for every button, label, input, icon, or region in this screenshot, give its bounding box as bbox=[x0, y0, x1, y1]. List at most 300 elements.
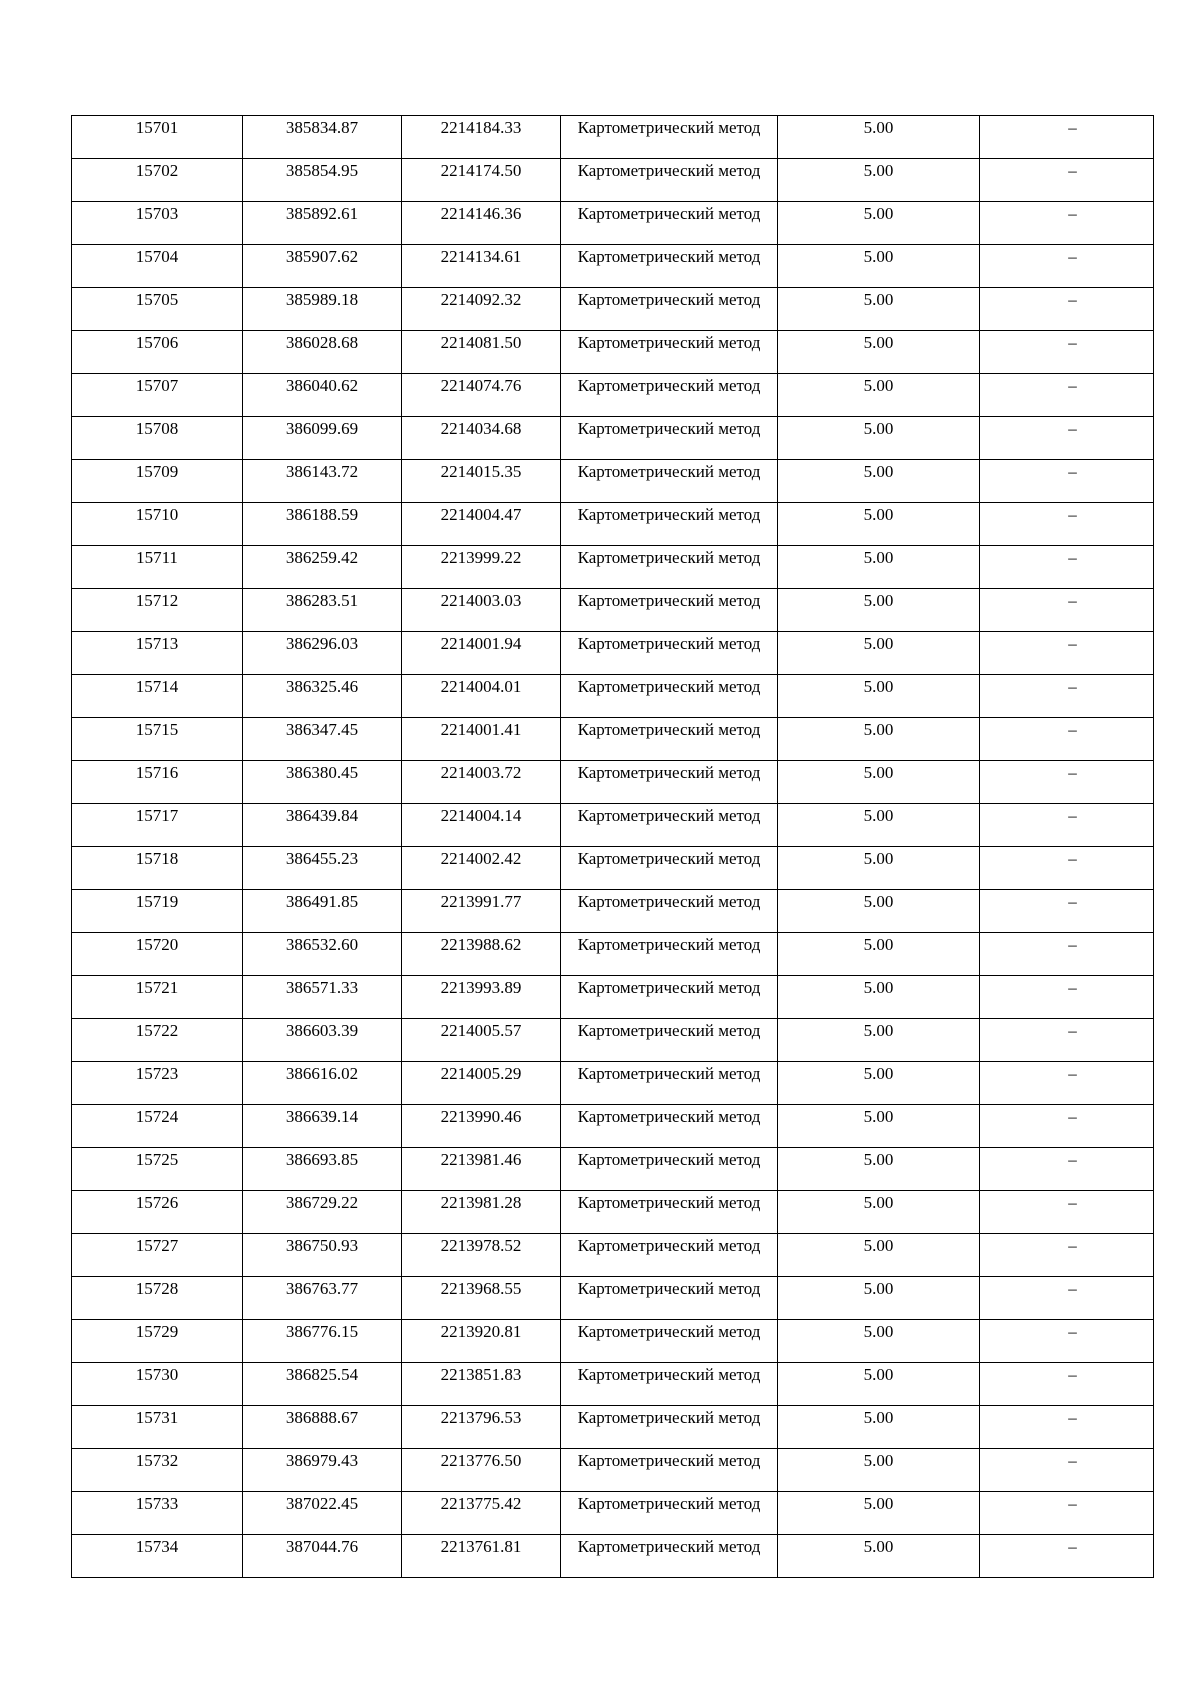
x-coordinate-cell bbox=[243, 1320, 402, 1363]
x-coordinate-cell bbox=[243, 1062, 402, 1105]
note-text: – bbox=[1068, 978, 1077, 997]
y-coordinate-cell bbox=[402, 460, 561, 503]
note-text: – bbox=[1068, 419, 1077, 438]
accuracy-cell bbox=[778, 503, 980, 546]
table-row bbox=[72, 1406, 1154, 1449]
y-coordinate-text: 2214081.50 bbox=[440, 333, 522, 352]
note-cell bbox=[980, 1105, 1154, 1148]
method-cell bbox=[561, 890, 778, 933]
note-text: – bbox=[1068, 548, 1077, 567]
x-coordinate-cell bbox=[243, 245, 402, 288]
note-cell bbox=[980, 417, 1154, 460]
point-number-cell bbox=[72, 1449, 243, 1492]
method-cell bbox=[561, 1363, 778, 1406]
note-cell bbox=[980, 245, 1154, 288]
method-text: Картометрический метод bbox=[577, 1322, 761, 1341]
method-cell bbox=[561, 675, 778, 718]
method-text: Картометрический метод bbox=[577, 978, 761, 997]
note-text: – bbox=[1068, 333, 1077, 352]
method-text: Картометрический метод bbox=[577, 1236, 761, 1255]
y-coordinate-cell bbox=[402, 1363, 561, 1406]
y-coordinate-cell bbox=[402, 761, 561, 804]
method-cell bbox=[561, 159, 778, 202]
y-coordinate-cell bbox=[402, 374, 561, 417]
accuracy-text: 5.00 bbox=[863, 204, 894, 223]
accuracy-cell bbox=[778, 1148, 980, 1191]
accuracy-text: 5.00 bbox=[863, 849, 894, 868]
note-cell bbox=[980, 331, 1154, 374]
table-row bbox=[72, 116, 1154, 159]
y-coordinate-text: 2213775.42 bbox=[440, 1494, 522, 1513]
y-coordinate-text: 2214001.94 bbox=[440, 634, 522, 653]
y-coordinate-text: 2214074.76 bbox=[440, 376, 522, 395]
accuracy-cell bbox=[778, 116, 980, 159]
table-row bbox=[72, 417, 1154, 460]
y-coordinate-text: 2213796.53 bbox=[440, 1408, 522, 1427]
accuracy-text: 5.00 bbox=[863, 290, 894, 309]
accuracy-cell bbox=[778, 1320, 980, 1363]
point-number-cell bbox=[72, 1492, 243, 1535]
method-cell bbox=[561, 1148, 778, 1191]
method-cell bbox=[561, 847, 778, 890]
accuracy-text: 5.00 bbox=[863, 677, 894, 696]
method-cell bbox=[561, 976, 778, 1019]
note-text: – bbox=[1068, 1150, 1077, 1169]
y-coordinate-cell bbox=[402, 1406, 561, 1449]
table-row bbox=[72, 331, 1154, 374]
point-number-text: 15712 bbox=[135, 591, 179, 610]
table-row bbox=[72, 976, 1154, 1019]
accuracy-text: 5.00 bbox=[863, 1451, 894, 1470]
y-coordinate-cell bbox=[402, 1277, 561, 1320]
accuracy-text: 5.00 bbox=[863, 1107, 894, 1126]
method-text: Картометрический метод bbox=[577, 1279, 761, 1298]
point-number-cell bbox=[72, 890, 243, 933]
y-coordinate-text: 2213761.81 bbox=[440, 1537, 522, 1556]
accuracy-text: 5.00 bbox=[863, 806, 894, 825]
method-cell bbox=[561, 761, 778, 804]
point-number-text: 15725 bbox=[135, 1150, 179, 1169]
y-coordinate-text: 2213776.50 bbox=[440, 1451, 522, 1470]
x-coordinate-cell bbox=[243, 1105, 402, 1148]
method-text: Картометрический метод bbox=[577, 591, 761, 610]
point-number-cell bbox=[72, 503, 243, 546]
note-cell bbox=[980, 202, 1154, 245]
point-number-text: 15733 bbox=[135, 1494, 179, 1513]
method-text: Картометрический метод bbox=[577, 935, 761, 954]
y-coordinate-text: 2214004.01 bbox=[440, 677, 522, 696]
y-coordinate-text: 2214174.50 bbox=[440, 161, 522, 180]
x-coordinate-cell bbox=[243, 1492, 402, 1535]
x-coordinate-cell bbox=[243, 460, 402, 503]
x-coordinate-cell bbox=[243, 589, 402, 632]
note-text: – bbox=[1068, 462, 1077, 481]
table-row bbox=[72, 245, 1154, 288]
point-number-text: 15732 bbox=[135, 1451, 179, 1470]
y-coordinate-text: 2213999.22 bbox=[440, 548, 522, 567]
x-coordinate-text: 386296.03 bbox=[285, 634, 359, 653]
accuracy-text: 5.00 bbox=[863, 118, 894, 137]
table-row bbox=[72, 460, 1154, 503]
accuracy-text: 5.00 bbox=[863, 505, 894, 524]
method-text: Картометрический метод bbox=[577, 849, 761, 868]
accuracy-text: 5.00 bbox=[863, 161, 894, 180]
note-text: – bbox=[1068, 935, 1077, 954]
method-text: Картометрический метод bbox=[577, 720, 761, 739]
method-cell bbox=[561, 374, 778, 417]
point-number-text: 15706 bbox=[135, 333, 179, 352]
method-cell bbox=[561, 1449, 778, 1492]
method-text: Картометрический метод bbox=[577, 548, 761, 567]
method-cell bbox=[561, 632, 778, 675]
note-text: – bbox=[1068, 892, 1077, 911]
method-cell bbox=[561, 1191, 778, 1234]
x-coordinate-text: 386143.72 bbox=[285, 462, 359, 481]
accuracy-cell bbox=[778, 847, 980, 890]
accuracy-cell bbox=[778, 933, 980, 976]
x-coordinate-text: 386603.39 bbox=[285, 1021, 359, 1040]
point-number-cell bbox=[72, 1406, 243, 1449]
accuracy-text: 5.00 bbox=[863, 1537, 894, 1556]
note-text: – bbox=[1068, 290, 1077, 309]
accuracy-cell bbox=[778, 159, 980, 202]
y-coordinate-text: 2213993.89 bbox=[440, 978, 522, 997]
note-cell bbox=[980, 890, 1154, 933]
method-cell bbox=[561, 1406, 778, 1449]
x-coordinate-text: 386283.51 bbox=[285, 591, 359, 610]
accuracy-text: 5.00 bbox=[863, 1236, 894, 1255]
table-row bbox=[72, 374, 1154, 417]
y-coordinate-cell bbox=[402, 331, 561, 374]
method-text: Картометрический метод bbox=[577, 806, 761, 825]
x-coordinate-text: 386455.23 bbox=[285, 849, 359, 868]
accuracy-cell bbox=[778, 890, 980, 933]
x-coordinate-text: 386616.02 bbox=[285, 1064, 359, 1083]
method-text: Картометрический метод bbox=[577, 118, 761, 137]
x-coordinate-text: 387022.45 bbox=[285, 1494, 359, 1513]
accuracy-cell bbox=[778, 288, 980, 331]
x-coordinate-text: 386259.42 bbox=[285, 548, 359, 567]
y-coordinate-text: 2214134.61 bbox=[440, 247, 522, 266]
x-coordinate-cell bbox=[243, 417, 402, 460]
y-coordinate-text: 2214005.57 bbox=[440, 1021, 522, 1040]
table-row bbox=[72, 632, 1154, 675]
table-row bbox=[72, 1019, 1154, 1062]
note-cell bbox=[980, 718, 1154, 761]
y-coordinate-text: 2214184.33 bbox=[440, 118, 522, 137]
y-coordinate-cell bbox=[402, 245, 561, 288]
y-coordinate-text: 2214004.14 bbox=[440, 806, 522, 825]
accuracy-text: 5.00 bbox=[863, 935, 894, 954]
point-number-cell bbox=[72, 1105, 243, 1148]
point-number-text: 15710 bbox=[135, 505, 179, 524]
note-text: – bbox=[1068, 1451, 1077, 1470]
note-text: – bbox=[1068, 1236, 1077, 1255]
note-cell bbox=[980, 1191, 1154, 1234]
method-cell bbox=[561, 245, 778, 288]
point-number-text: 15720 bbox=[135, 935, 179, 954]
method-cell bbox=[561, 1492, 778, 1535]
y-coordinate-cell bbox=[402, 159, 561, 202]
accuracy-cell bbox=[778, 202, 980, 245]
accuracy-cell bbox=[778, 1535, 980, 1578]
point-number-text: 15719 bbox=[135, 892, 179, 911]
note-cell bbox=[980, 546, 1154, 589]
accuracy-cell bbox=[778, 1019, 980, 1062]
table-row bbox=[72, 890, 1154, 933]
y-coordinate-cell bbox=[402, 1062, 561, 1105]
x-coordinate-text: 386979.43 bbox=[285, 1451, 359, 1470]
point-number-cell bbox=[72, 288, 243, 331]
accuracy-text: 5.00 bbox=[863, 376, 894, 395]
y-coordinate-text: 2214003.72 bbox=[440, 763, 522, 782]
y-coordinate-text: 2213851.83 bbox=[440, 1365, 522, 1384]
table-row bbox=[72, 1363, 1154, 1406]
x-coordinate-cell bbox=[243, 202, 402, 245]
point-number-cell bbox=[72, 116, 243, 159]
y-coordinate-text: 2213920.81 bbox=[440, 1322, 522, 1341]
accuracy-text: 5.00 bbox=[863, 1150, 894, 1169]
point-number-text: 15730 bbox=[135, 1365, 179, 1384]
x-coordinate-cell bbox=[243, 1277, 402, 1320]
y-coordinate-cell bbox=[402, 1449, 561, 1492]
table-row bbox=[72, 546, 1154, 589]
accuracy-cell bbox=[778, 374, 980, 417]
x-coordinate-text: 386729.22 bbox=[285, 1193, 359, 1212]
table-row bbox=[72, 1320, 1154, 1363]
x-coordinate-cell bbox=[243, 804, 402, 847]
y-coordinate-cell bbox=[402, 202, 561, 245]
note-cell bbox=[980, 1363, 1154, 1406]
table-row bbox=[72, 1062, 1154, 1105]
note-cell bbox=[980, 288, 1154, 331]
note-cell bbox=[980, 632, 1154, 675]
y-coordinate-cell bbox=[402, 847, 561, 890]
accuracy-cell bbox=[778, 804, 980, 847]
point-number-text: 15713 bbox=[135, 634, 179, 653]
x-coordinate-cell bbox=[243, 761, 402, 804]
method-cell bbox=[561, 1062, 778, 1105]
y-coordinate-cell bbox=[402, 632, 561, 675]
point-number-text: 15722 bbox=[135, 1021, 179, 1040]
y-coordinate-text: 2213988.62 bbox=[440, 935, 522, 954]
method-text: Картометрический метод bbox=[577, 247, 761, 266]
x-coordinate-cell bbox=[243, 890, 402, 933]
accuracy-cell bbox=[778, 675, 980, 718]
method-cell bbox=[561, 116, 778, 159]
point-number-cell bbox=[72, 1148, 243, 1191]
point-number-cell bbox=[72, 847, 243, 890]
method-text: Картометрический метод bbox=[577, 333, 761, 352]
accuracy-text: 5.00 bbox=[863, 892, 894, 911]
note-cell bbox=[980, 503, 1154, 546]
table-row bbox=[72, 1277, 1154, 1320]
x-coordinate-cell bbox=[243, 1148, 402, 1191]
accuracy-text: 5.00 bbox=[863, 1064, 894, 1083]
table-row bbox=[72, 503, 1154, 546]
note-cell bbox=[980, 1062, 1154, 1105]
accuracy-cell bbox=[778, 1234, 980, 1277]
point-number-cell bbox=[72, 202, 243, 245]
accuracy-cell bbox=[778, 460, 980, 503]
note-cell bbox=[980, 1535, 1154, 1578]
method-cell bbox=[561, 288, 778, 331]
x-coordinate-cell bbox=[243, 374, 402, 417]
table-row bbox=[72, 718, 1154, 761]
note-text: – bbox=[1068, 1537, 1077, 1556]
note-cell bbox=[980, 1234, 1154, 1277]
note-cell bbox=[980, 976, 1154, 1019]
note-text: – bbox=[1068, 634, 1077, 653]
method-cell bbox=[561, 460, 778, 503]
table-row bbox=[72, 675, 1154, 718]
x-coordinate-text: 386491.85 bbox=[285, 892, 359, 911]
y-coordinate-text: 2214004.47 bbox=[440, 505, 522, 524]
y-coordinate-text: 2214092.32 bbox=[440, 290, 522, 309]
x-coordinate-cell bbox=[243, 632, 402, 675]
method-text: Картометрический метод bbox=[577, 763, 761, 782]
y-coordinate-text: 2214005.29 bbox=[440, 1064, 522, 1083]
note-cell bbox=[980, 1019, 1154, 1062]
x-coordinate-text: 385854.95 bbox=[285, 161, 359, 180]
note-text: – bbox=[1068, 1408, 1077, 1427]
note-cell bbox=[980, 460, 1154, 503]
note-cell bbox=[980, 1148, 1154, 1191]
point-number-cell bbox=[72, 632, 243, 675]
y-coordinate-text: 2214001.41 bbox=[440, 720, 522, 739]
note-text: – bbox=[1068, 720, 1077, 739]
point-number-cell bbox=[72, 1320, 243, 1363]
point-number-cell bbox=[72, 761, 243, 804]
table-row bbox=[72, 1234, 1154, 1277]
accuracy-text: 5.00 bbox=[863, 591, 894, 610]
table-row bbox=[72, 1105, 1154, 1148]
point-number-text: 15714 bbox=[135, 677, 179, 696]
method-text: Картометрический метод bbox=[577, 462, 761, 481]
method-cell bbox=[561, 1277, 778, 1320]
note-cell bbox=[980, 804, 1154, 847]
y-coordinate-cell bbox=[402, 546, 561, 589]
method-text: Картометрический метод bbox=[577, 892, 761, 911]
method-text: Картометрический метод bbox=[577, 1451, 761, 1470]
accuracy-cell bbox=[778, 1191, 980, 1234]
point-number-text: 15709 bbox=[135, 462, 179, 481]
y-coordinate-text: 2213978.52 bbox=[440, 1236, 522, 1255]
y-coordinate-text: 2214015.35 bbox=[440, 462, 522, 481]
x-coordinate-text: 386693.85 bbox=[285, 1150, 359, 1169]
method-text: Картометрический метод bbox=[577, 1537, 761, 1556]
point-number-text: 15724 bbox=[135, 1107, 179, 1126]
table-row bbox=[72, 589, 1154, 632]
note-cell bbox=[980, 761, 1154, 804]
note-text: – bbox=[1068, 1322, 1077, 1341]
note-text: – bbox=[1068, 1064, 1077, 1083]
note-text: – bbox=[1068, 247, 1077, 266]
accuracy-text: 5.00 bbox=[863, 462, 894, 481]
y-coordinate-cell bbox=[402, 1535, 561, 1578]
accuracy-text: 5.00 bbox=[863, 548, 894, 567]
point-number-cell bbox=[72, 804, 243, 847]
x-coordinate-cell bbox=[243, 933, 402, 976]
point-number-text: 15729 bbox=[135, 1322, 179, 1341]
note-text: – bbox=[1068, 591, 1077, 610]
table-row bbox=[72, 1492, 1154, 1535]
point-number-text: 15728 bbox=[135, 1279, 179, 1298]
accuracy-text: 5.00 bbox=[863, 634, 894, 653]
note-cell bbox=[980, 1449, 1154, 1492]
point-number-text: 15704 bbox=[135, 247, 179, 266]
y-coordinate-cell bbox=[402, 1492, 561, 1535]
point-number-text: 15702 bbox=[135, 161, 179, 180]
method-cell bbox=[561, 417, 778, 460]
accuracy-text: 5.00 bbox=[863, 333, 894, 352]
x-coordinate-cell bbox=[243, 1449, 402, 1492]
method-cell bbox=[561, 1320, 778, 1363]
x-coordinate-cell bbox=[243, 847, 402, 890]
point-number-text: 15718 bbox=[135, 849, 179, 868]
y-coordinate-cell bbox=[402, 1019, 561, 1062]
accuracy-cell bbox=[778, 1105, 980, 1148]
point-number-cell bbox=[72, 976, 243, 1019]
method-text: Картометрический метод bbox=[577, 1107, 761, 1126]
x-coordinate-text: 386750.93 bbox=[285, 1236, 359, 1255]
table-body bbox=[72, 116, 1154, 1578]
point-number-text: 15727 bbox=[135, 1236, 179, 1255]
method-text: Картометрический метод bbox=[577, 1064, 761, 1083]
x-coordinate-cell bbox=[243, 1234, 402, 1277]
accuracy-text: 5.00 bbox=[863, 419, 894, 438]
note-text: – bbox=[1068, 1107, 1077, 1126]
point-number-text: 15717 bbox=[135, 806, 179, 825]
table-row bbox=[72, 933, 1154, 976]
point-number-cell bbox=[72, 1363, 243, 1406]
note-text: – bbox=[1068, 763, 1077, 782]
method-cell bbox=[561, 1234, 778, 1277]
note-cell bbox=[980, 1492, 1154, 1535]
note-cell bbox=[980, 589, 1154, 632]
note-text: – bbox=[1068, 376, 1077, 395]
note-cell bbox=[980, 847, 1154, 890]
note-cell bbox=[980, 1277, 1154, 1320]
table-row bbox=[72, 288, 1154, 331]
note-text: – bbox=[1068, 1021, 1077, 1040]
accuracy-text: 5.00 bbox=[863, 1408, 894, 1427]
method-cell bbox=[561, 1105, 778, 1148]
y-coordinate-cell bbox=[402, 933, 561, 976]
y-coordinate-cell bbox=[402, 503, 561, 546]
x-coordinate-cell bbox=[243, 116, 402, 159]
point-number-text: 15723 bbox=[135, 1064, 179, 1083]
note-cell bbox=[980, 1406, 1154, 1449]
table-row bbox=[72, 1148, 1154, 1191]
y-coordinate-cell bbox=[402, 288, 561, 331]
method-cell bbox=[561, 804, 778, 847]
point-number-cell bbox=[72, 417, 243, 460]
note-text: – bbox=[1068, 1279, 1077, 1298]
x-coordinate-text: 387044.76 bbox=[285, 1537, 359, 1556]
point-number-cell bbox=[72, 1277, 243, 1320]
point-number-text: 15707 bbox=[135, 376, 179, 395]
x-coordinate-cell bbox=[243, 1363, 402, 1406]
y-coordinate-text: 2213981.46 bbox=[440, 1150, 522, 1169]
method-text: Картометрический метод bbox=[577, 290, 761, 309]
y-coordinate-cell bbox=[402, 1320, 561, 1363]
y-coordinate-cell bbox=[402, 718, 561, 761]
point-number-cell bbox=[72, 159, 243, 202]
accuracy-cell bbox=[778, 761, 980, 804]
accuracy-cell bbox=[778, 1277, 980, 1320]
accuracy-text: 5.00 bbox=[863, 1279, 894, 1298]
